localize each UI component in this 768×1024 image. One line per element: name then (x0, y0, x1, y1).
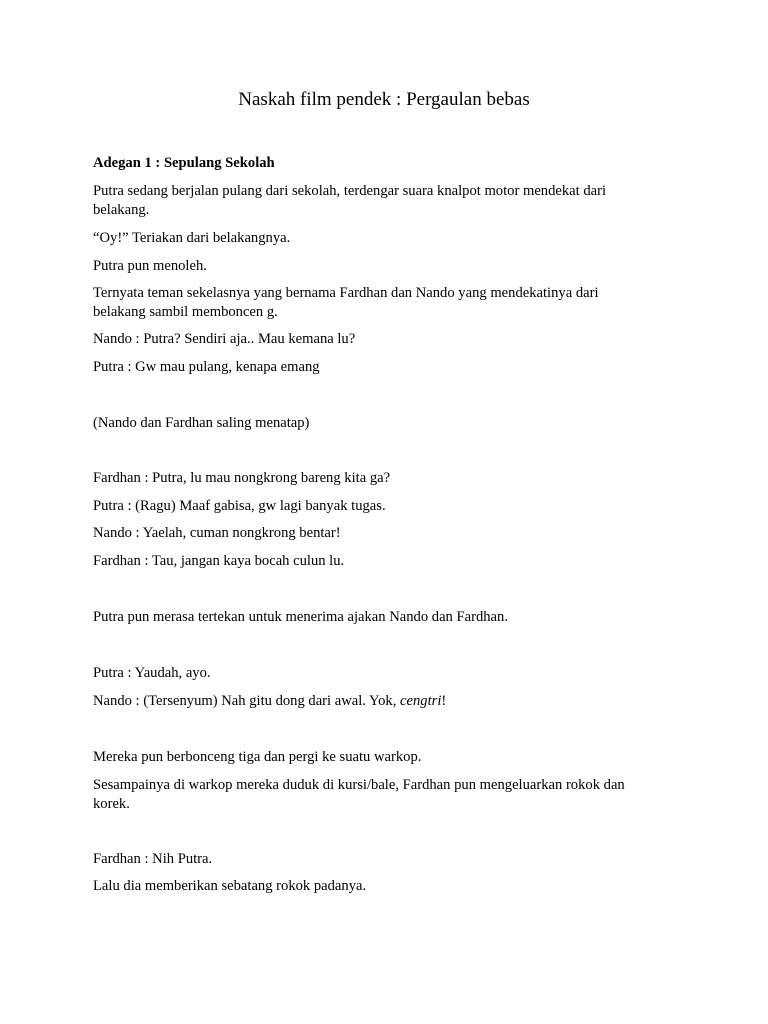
dialogue-line: Nando : Yaelah, cuman nongkrong bentar! (93, 525, 341, 541)
dialogue-line: Fardhan : Nih Putra. (93, 851, 213, 867)
paragraph-line: Putra pun merasa tertekan untuk menerima ajakan Nando dan Fardhan. (93, 609, 508, 625)
paragraph-line: Putra sedang berjalan pulang dari sekolah, terdengar suara knalpot motor mendekat dari (93, 183, 607, 199)
dialogue-line-italic: cengtri (400, 693, 442, 709)
paragraph-line: Ternyata teman sekelasnya yang bernama Fardhan dan Nando yang mendekatinya dari (93, 285, 599, 301)
paragraph-line: belakang. (93, 202, 150, 218)
paragraph-line: Sesampainya di warkop mereka duduk di kursi/bale, Fardhan pun mengeluarkan rokok dan (93, 777, 625, 793)
paragraph-line: Putra pun menoleh. (93, 258, 207, 274)
dialogue-line: Putra : Yaudah, ayo. (93, 665, 211, 681)
dialogue-line-suffix: ! (441, 693, 447, 709)
paragraph-line: Mereka pun berbonceng tiga dan pergi ke suatu warkop. (93, 749, 422, 765)
paragraph-line: Lalu dia memberikan sebatang rokok padanya. (93, 878, 367, 894)
dialogue-line: Fardhan : Putra, lu mau nongkrong bareng kita ga? (93, 470, 391, 486)
dialogue-line-prefix: Nando : (Tersenyum) Nah gitu dong dari awal. Yok, (93, 693, 401, 709)
dialogue-line: Putra : Gw mau pulang, kenapa emang (93, 359, 320, 375)
paragraph-line: “Oy!” Teriakan dari belakangnya. (93, 230, 291, 246)
paragraph-line: korek. (93, 796, 130, 812)
scene-heading: Adegan 1 : Sepulang Sekolah (93, 155, 275, 171)
stage-direction: (Nando dan Fardhan saling menatap) (93, 415, 310, 431)
dialogue-line: Fardhan : Tau, jangan kaya bocah culun lu. (93, 553, 345, 569)
paragraph-line: belakang sambil memboncen g. (93, 304, 278, 320)
document-title: Naskah film pendek : Pergaulan bebas (238, 89, 530, 110)
dialogue-line: Nando : Putra? Sendiri aja.. Mau kemana lu? (93, 331, 356, 347)
dialogue-line (93, 692, 683, 711)
dialogue-line: Putra : (Ragu) Maaf gabisa, gw lagi banyak tugas. (93, 498, 386, 514)
